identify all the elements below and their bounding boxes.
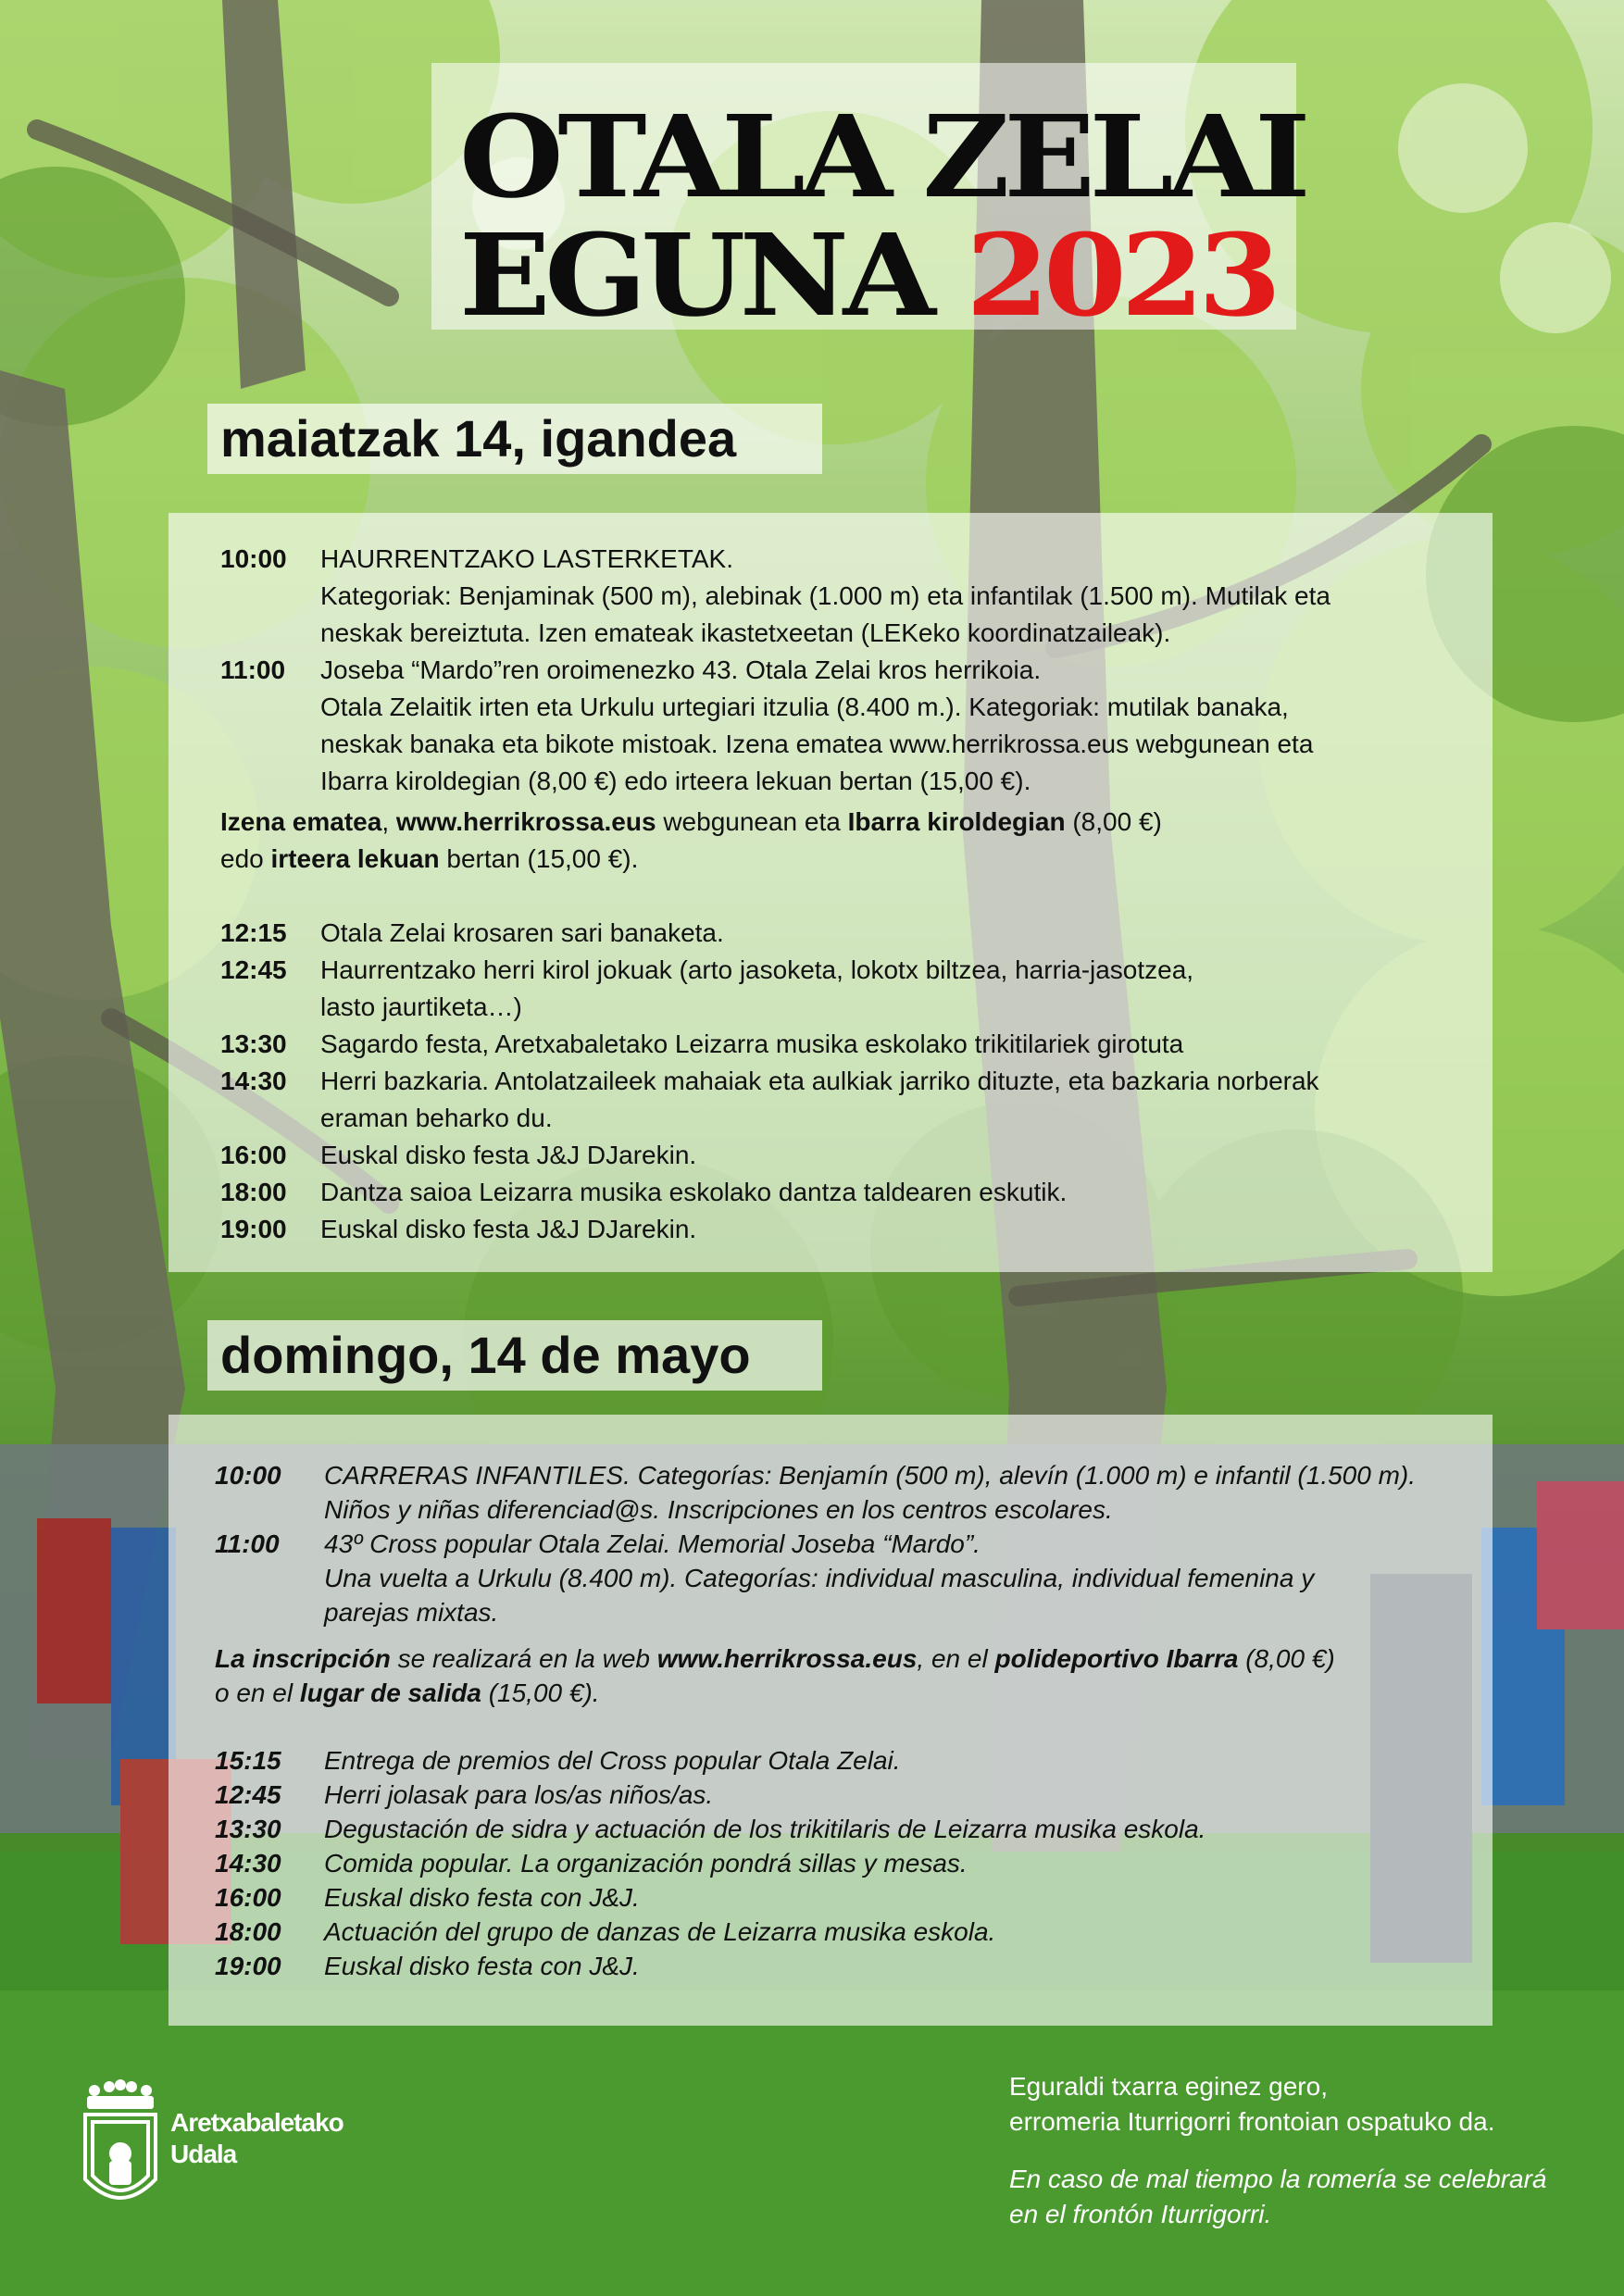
schedule-text: Otala Zelaitik irten eta Urkulu urtegiari itzulia (8.400 m.). Kategoriak: mutilak banaka, <box>320 693 1289 721</box>
schedule-text: Ibarra kiroldegian (8,00 €) edo irteera lekuan bertan (15,00 €). <box>320 767 1031 795</box>
schedule-text: 43º Cross popular Otala Zelai. Memorial Joseba “Mardo”. <box>324 1529 981 1558</box>
schedule-time: 10:00 <box>215 1461 281 1490</box>
schedule-text: lasto jaurtiketa…) <box>320 992 522 1021</box>
schedule-time: 12:45 <box>215 1780 281 1809</box>
logo-text <box>170 2107 344 2170</box>
schedule-time: 19:00 <box>220 1215 287 1243</box>
schedule-text: Sagardo festa, Aretxabaletako Leizarra musika eskolako trikitilariek girotuta <box>320 1029 1184 1058</box>
schedule-time: 15:15 <box>215 1746 281 1775</box>
schedule-text: Herri bazkaria. Antolatzaileek mahaiak eta aulkiak jarriko dituzte, eta bazkaria norberak <box>320 1067 1319 1095</box>
basque-schedule-panel: 10:00 HAURRENTZAKO LASTERKETAK. Kategoriak: Benjaminak (500 m), alebinak (1.000 m) eta infantilak (1.500 m). Mutilak eta neskak bereiztuta. Izen emateak ikastetxeetan (LEKeko koordinatzaileak). 11:00 Joseba “Mardo”ren oroimenezko 43. Otala Zelai kros herrikoia. Otala Zelaitik irten eta Urkulu urtegiari itzulia (8.400 m.). Kategoriak: mutilak banaka, neskak banaka eta bikote mistoak. Izena ematea www.herrikrossa.eus webgunean eta Ibarra kiroldegian (8,00 €) edo irteera lekuan bertan (15,00 €). Izena ematea, www.herrikrossa.eus webgunean eta Ibarra kiroldegian (8,00 €) edo irteera lekuan bertan (15,00 €). 12:15 Otala Zelai krosaren sari banaketa. 12:45 Haurrentzako herri kirol jokuak (arto jasoketa, lokotx biltzea, harria-jasotzea, lasto jaurtiketa…) 13:30 Sagardo festa, Aretxabaletako Leizarra musika eskolako trikitilariek girotuta 14:30 Herri bazkaria. Antolatzaileek mahaiak eta aulkiak jarriko dituzte, eta bazkaria norberak eraman beharko du. 16:00 Euskal disko festa J&J DJarekin. 18:00 Dantza saioa Leizarra musika eskolako dantza taldearen eskutik. 19:00 Euskal disko festa J&J DJarekin. <box>169 513 1493 1272</box>
title-box <box>431 63 1305 342</box>
schedule-text: CARRERAS INFANTILES. Categorías: Benjamín (500 m), alevín (1.000 m) e infantil (1.500 m). <box>324 1461 1417 1490</box>
schedule-text: Euskal disko festa con J&J. <box>324 1952 640 1980</box>
schedule-text: Herri jolasak para los/as niños/as. <box>324 1780 714 1809</box>
schedule-text: Entrega de premios del Cross popular Otala Zelai. <box>324 1746 901 1775</box>
schedule-text: Euskal disko festa con J&J. <box>324 1883 640 1912</box>
weather-note-eu-2: erromeria Iturrigorri frontoian ospatuko da. <box>1009 2107 1495 2136</box>
schedule-time: 18:00 <box>220 1178 287 1206</box>
logo-text-line-2: Udala <box>170 2140 237 2168</box>
schedule-time: 16:00 <box>215 1883 281 1912</box>
schedule-time: 18:00 <box>215 1917 281 1946</box>
schedule-text: Actuación del grupo de danzas de Leizarra musika eskola. <box>324 1917 996 1946</box>
schedule-time: 14:30 <box>215 1849 281 1878</box>
schedule-time: 11:00 <box>220 655 286 684</box>
schedule-text: Euskal disko festa J&J DJarekin. <box>320 1215 697 1243</box>
title-line-2 <box>459 208 1276 342</box>
schedule-time: 12:15 <box>220 918 287 947</box>
schedule-time: 14:30 <box>220 1067 287 1095</box>
schedule-text: neskak banaka eta bikote mistoak. Izena ematea www.herrikrossa.eus webgunean eta <box>320 730 1314 758</box>
schedule-text: eraman beharko du. <box>320 1104 553 1132</box>
title-eguna: EGUNA <box>459 208 931 342</box>
weather-note-es-2: en el frontón Iturrigorri. <box>1009 2200 1272 2228</box>
schedule-time: 10:00 <box>220 544 287 573</box>
logo-text-line-1: Aretxabaletako <box>170 2108 344 2137</box>
schedule-time: 19:00 <box>215 1952 281 1980</box>
schedule-text: Joseba “Mardo”ren oroimenezko 43. Otala Zelai kros herrikoia. <box>320 655 1042 684</box>
schedule-text: Kategoriak: Benjaminak (500 m), alebinak (1.000 m) eta infantilak (1.500 m). Mutilak eta <box>320 581 1330 610</box>
schedule-text: Dantza saioa Leizarra musika eskolako dantza taldearen eskutik. <box>320 1178 1068 1206</box>
schedule-text: neskak bereiztuta. Izen emateak ikastetxeetan (LEKeko koordinatzaileak). <box>320 618 1171 647</box>
schedule-text: Comida popular. La organización pondrá sillas y mesas. <box>324 1849 968 1878</box>
title-year: 2023 <box>966 208 1276 342</box>
weather-note-es-1: En caso de mal tiempo la romería se celebrará <box>1009 2165 1547 2193</box>
schedule-time: 11:00 <box>215 1529 280 1558</box>
schedule-text: Haurrentzako herri kirol jokuak (arto jasoketa, lokotx biltzea, harria-jasotzea, <box>320 955 1194 984</box>
schedule-text: HAURRENTZAKO LASTERKETAK. <box>320 544 734 573</box>
schedule-text: Euskal disko festa J&J DJarekin. <box>320 1141 697 1169</box>
coat-of-arms-logo <box>76 2078 165 2226</box>
schedule-text: Degustación de sidra y actuación de los trikitilaris de Leizarra musika eskola. <box>324 1815 1206 1843</box>
schedule-time: 12:45 <box>220 955 287 984</box>
schedule-time: 13:30 <box>220 1029 287 1058</box>
spanish-schedule-panel: 10:00 CARRERAS INFANTILES. Categorías: Benjamín (500 m), alevín (1.000 m) e infantil (1.500 m). Niños y niñas diferenciad@s. Inscripciones en los centros escolares. 11:00 43º Cross popular Otala Zelai. Memorial Joseba “Mardo”. Una vuelta a Urkulu (8.400 m). Categorías: individual masculina, individual femenina y parejas mixtas. La inscripción se realizará en la web www.herrikrossa.eus, en el polideportivo Ibarra (8,00 €) o en el lugar de salida (15,00 €). 15:15 Entrega de premios del Cross popular Otala Zelai. 12:45 Herri jolasak para los/as niños/as. 13:30 Degustación de sidra y actuación de los trikitilaris de Leizarra musika eskola. 14:30 Comida popular. La organización pondrá sillas y mesas. 16:00 Euskal disko festa con J&J. 18:00 Actuación del grupo de danzas de Leizarra musika eskola. 19:00 Euskal disko festa con J&J. <box>169 1415 1493 2026</box>
weather-note-eu-1: Eguraldi txarra eginez gero, <box>1009 2072 1328 2101</box>
schedule-text: Niños y niñas diferenciad@s. Inscripciones en los centros escolares. <box>324 1495 1113 1524</box>
schedule-text: parejas mixtas. <box>324 1598 499 1627</box>
schedule-time: 16:00 <box>220 1141 287 1169</box>
basque-day-header: maiatzak 14, igandea <box>207 404 822 474</box>
schedule-time: 13:30 <box>215 1815 281 1843</box>
spanish-day-header: domingo, 14 de mayo <box>207 1320 822 1391</box>
schedule-text: Otala Zelai krosaren sari banaketa. <box>320 918 724 947</box>
title-line-1: OTALA ZELAI <box>459 90 1305 223</box>
schedule-text: Una vuelta a Urkulu (8.400 m). Categorías: individual masculina, individual femenina y <box>324 1564 1315 1592</box>
